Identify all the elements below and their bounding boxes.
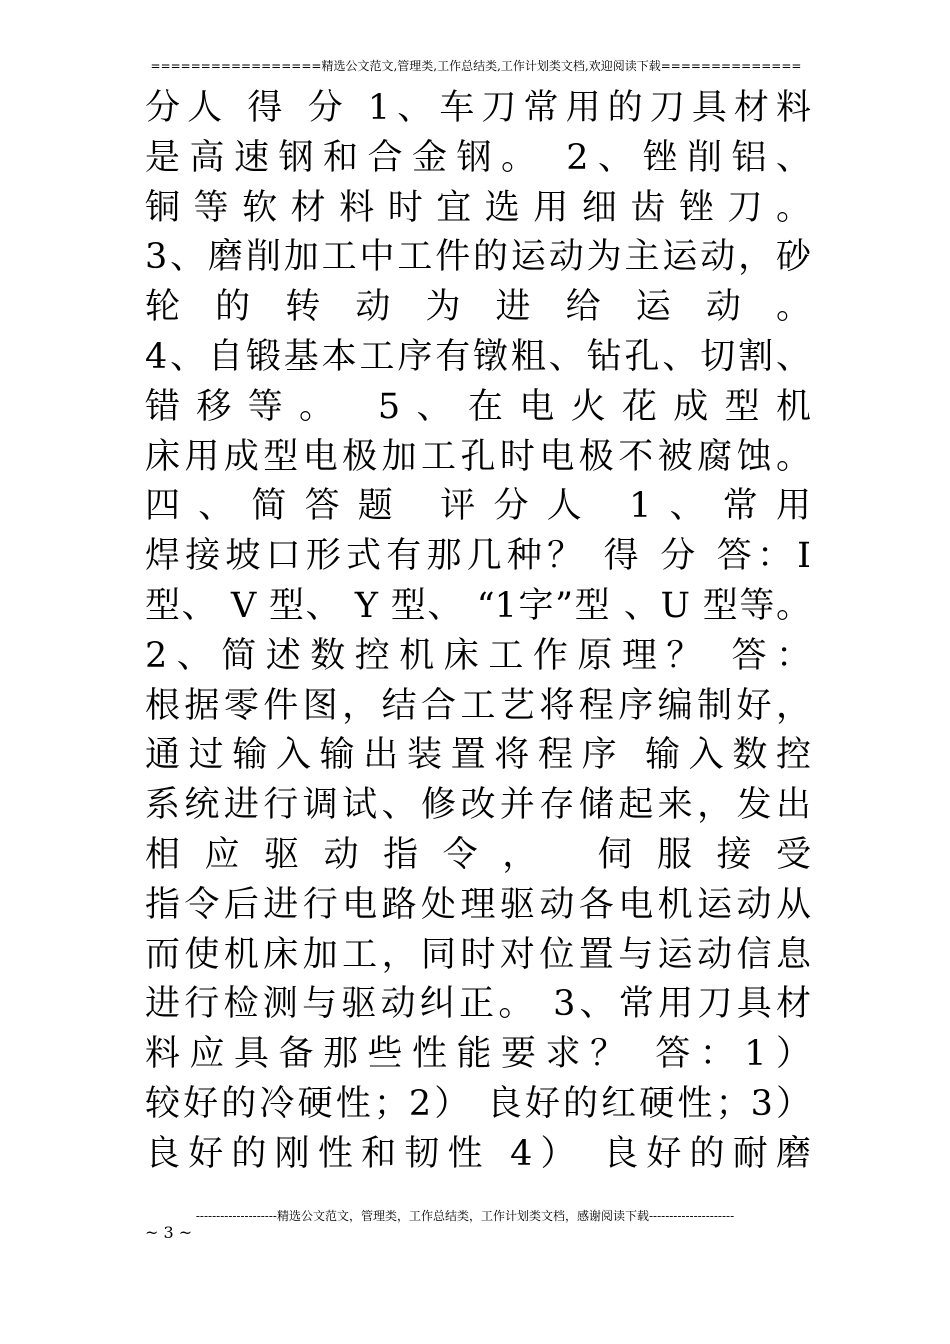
- text-line: 而使机床加工，同时对位置与运动信息: [145, 934, 811, 975]
- document-body: [145, 84, 811, 1180]
- text-line: 通过输入输出装置将程序 输入数控: [145, 735, 811, 776]
- page-header: =================精选公文范文,管理类,工作总结类,工作计划类文档,欢迎阅读下载==============: [150, 59, 802, 73]
- text-line: 4、自锻基本工序有镦粗、钻孔、切割、: [145, 336, 811, 377]
- text-line: 轮 的 转 动 为 进 给 运 动 。: [145, 287, 811, 328]
- text-line: 指令后进行电路处理驱动各电机运动从: [145, 884, 811, 925]
- text-line: 相应驱动指令， 伺服接受: [145, 834, 811, 875]
- text-line: 分人 得 分 1、车刀常用的刀具材料: [145, 88, 811, 128]
- page-footer: --------------------精选公文范文，管理类，工作总结类，工作计划类文档，感谢阅读下载---------------------: [195, 1209, 735, 1223]
- text-line: 四、简答题 评分人 1、常用: [145, 486, 811, 527]
- page-number: ~ 3 ~: [145, 1223, 193, 1242]
- text-line: 根据零件图，结合工艺将程序编制好，: [145, 685, 811, 726]
- text-line: 较好的冷硬性；2） 良好的红硬性；3）: [145, 1083, 811, 1124]
- text-line: 床用成型电极加工孔时电极不被腐蚀。: [145, 436, 811, 477]
- text-line: 料应具备那些性能要求？ 答：1）: [145, 1034, 811, 1075]
- text-line: 3、磨削加工中工件的运动为主运动，砂: [145, 237, 811, 278]
- text-line: 2、简述数控机床工作原理？ 答：: [145, 635, 811, 676]
- text-line: 铜 等 软 材 料 时 宜 选 用 细 齿 锉 刀 。: [145, 187, 811, 228]
- text-line: 焊接坡口形式有那几种？ 得 分 答：I: [145, 536, 811, 577]
- text-line: 进行检测与驱动纠正。 3、常用刀具材: [145, 984, 811, 1025]
- text-line: 良好的刚性和韧性 4） 良好的耐磨: [145, 1133, 811, 1174]
- text-line: 系统进行调试、修改并存储起来，发出: [145, 785, 811, 826]
- text-line: 型、 V 型、 Y 型、 “1字”型 、U 型等。: [145, 585, 811, 626]
- text-line: 是高速钢和合金钢。 2、锉削铝、: [145, 137, 811, 178]
- text-line: 错移等。 5、在电火花成型机: [145, 386, 811, 427]
